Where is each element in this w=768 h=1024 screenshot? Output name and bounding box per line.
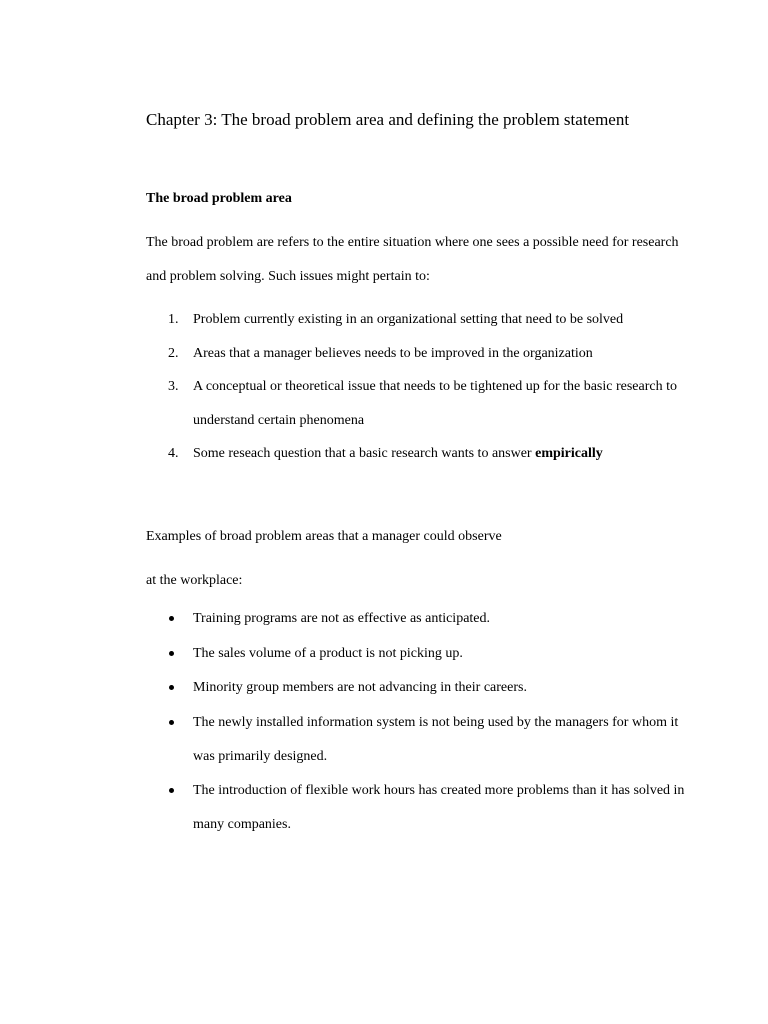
item-number: 2. [168,345,179,361]
item-text: Problem currently existing in an organizational setting that need to be solved [193,312,624,327]
bullet-item [146,637,686,671]
bullet-list [146,602,686,843]
bullet-item [146,774,686,842]
item-number: 1. [168,312,179,327]
numbered-list [146,303,686,471]
examples-paragraph: Examples of broad problem areas that a manager could observe at the workplace: [146,529,502,588]
bullet-item [146,671,686,705]
item-number: 4. [168,446,179,461]
item-number: 3. [168,379,179,394]
chapter-title: Chapter 3: The broad problem area and defining the problem statement [146,110,630,129]
item-text: Areas that a manager believes needs to be improved in the organization [193,345,593,361]
bullet-text: Minority group members are not advancing in their careers. [193,680,527,695]
item-text: Some reseach question that a basic research wants to answer [193,446,536,461]
numbered-item [146,303,686,337]
emphasis-text: empirically [535,446,603,461]
bullet-text: Training programs are not as effective as anticipated. [193,611,491,626]
bullet-item [146,706,686,774]
item-text: A conceptual or theoretical issue that needs to be tightened up for the basic research to understand certain phenomena [193,379,677,428]
numbered-item [146,437,686,471]
bullet-text: The newly installed information system is not being used by the managers for whom it was primarily designed. [193,714,679,764]
bullet-dot-icon [169,651,174,656]
bullet-dot-icon [169,616,174,621]
bullet-dot-icon [169,720,174,725]
bullet-dot-icon [169,788,174,793]
section-heading: The broad problem area [146,191,292,206]
numbered-item [146,370,686,437]
bullet-text: The introduction of flexible work hours has created more problems than it has solved in many companies. [193,783,685,832]
bullet-dot-icon [169,685,174,690]
bullet-text: The sales volume of a product is not picking up. [193,645,463,661]
intro-paragraph: The broad problem are refers to the entire situation where one sees a possible need for research and problem solving. Such issues might pertain to: [146,235,679,284]
numbered-item [146,337,686,371]
bullet-item [146,602,686,636]
